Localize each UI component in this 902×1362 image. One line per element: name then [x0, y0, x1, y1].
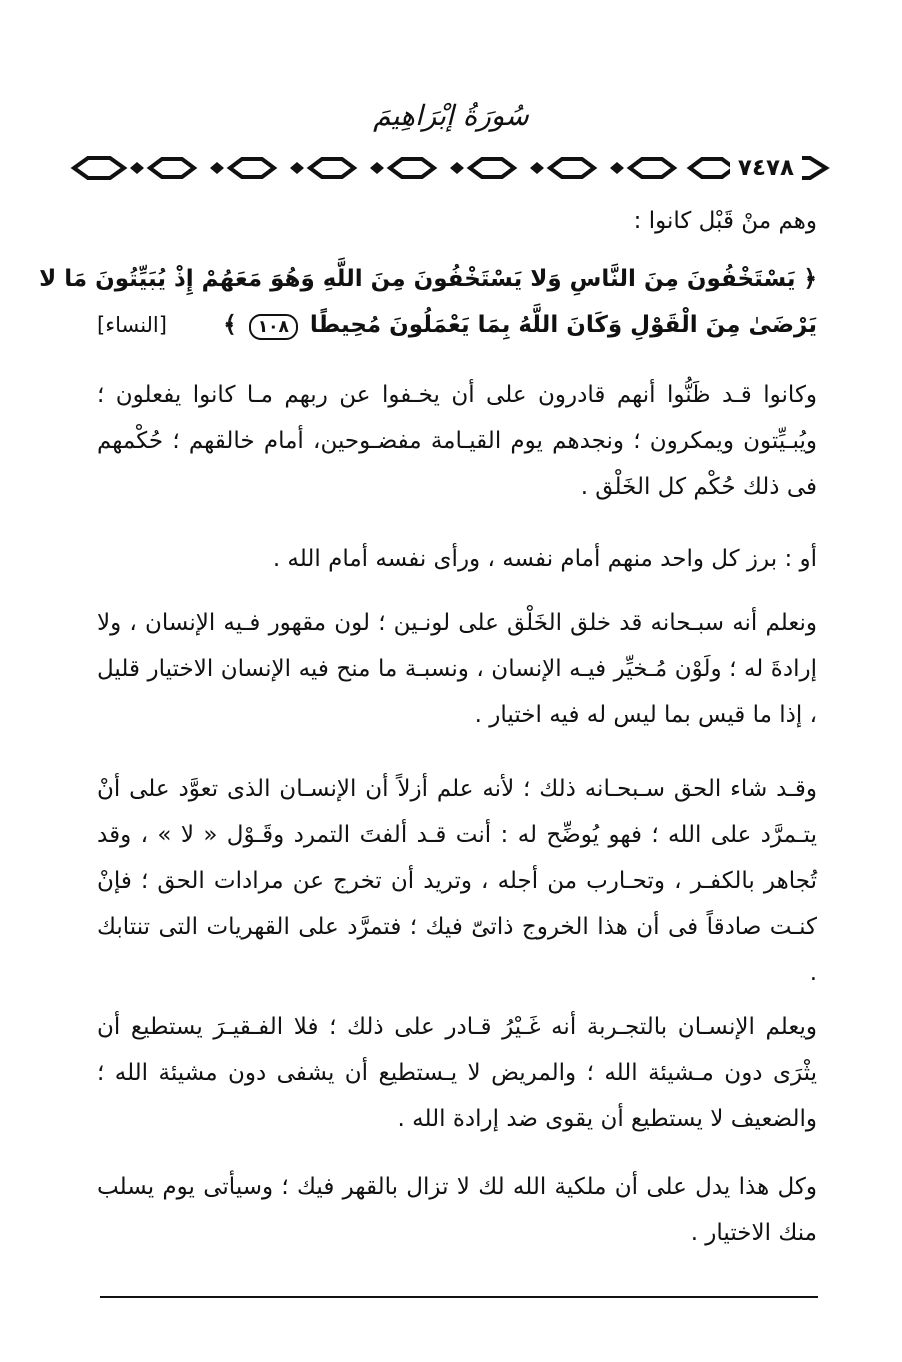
verse-number-badge: ١٠٨	[249, 314, 298, 340]
verse-line-1: ﴿ يَسْتَخْفُونَ مِنَ النَّاسِ وَلا يَسْتَخْفُونَ مِنَ اللَّهِ وَهُوَ مَعَهُمْ إِذْ يُبَيِّتُونَ مَا لا	[39, 266, 817, 292]
intro-line: وهم منْ قَبْل كانوا :	[633, 208, 817, 234]
paragraph-1: وكانوا قـد ظَنُّوا أنهم قادرون على أن يخـفوا عن ربهم مـا كانوا يفعلون ؛ ويُبـيِّتون ويمكرون ؛ ونجدهم يوم القيـامة مفضـوحين، أمام خالقهم ؛ حُكْمهم فى ذلك حُكْم كل الخَلْق .	[97, 382, 817, 500]
paragraph-2: أو : برز كل واحد منهم أمام نفسه ، ورأى نفسه أمام الله .	[272, 546, 817, 572]
paragraph-4: وقـد شاء الحق سـبحـانه ذلك ؛ لأنه علم أزلاً أن الإنسـان الذى تعوَّد على أنْ يتـمرَّد على الله ؛ فهو يُوضِّح له : أنت قـد ألفتَ التمرد وقَـوْل « لا » ، وقد تُجاهر بالكفـر ، وتحـارب من أجله ، وتريد أن تخرج عن مرادات الحق ؛ فإنْ كنـت صادقاً فى أن هذا الخروج ذاتىّ فيك ؛ فتمرَّد على القهريات التى تنتابك .	[97, 776, 817, 986]
quran-verse	[39, 256, 817, 348]
verse-line-2-content	[223, 302, 817, 348]
paragraph-3: ونعلم أنه سبـحانه قد خلق الخَلْق على لونـين ؛ لون مقهور فـيه الإنسان ، ولا إرادةَ له ؛ ولَوْن مُـخيِّر فيـه الإنسان ، ونسبـة ما منح فيه الإنسان الاختيار قليل ، إذا ما قيس بما ليس له فيه اختيار .	[97, 610, 817, 728]
verse-line-2-text: يَرْضَىٰ مِنَ الْقَوْلِ وَكَانَ اللَّهُ بِمَا يَعْمَلُونَ مُحِيطًا	[309, 312, 817, 338]
surah-title: سُورَةُ إبْرَاهِيمَ	[373, 99, 529, 132]
paragraph-6: وكل هذا يدل على أن ملكية الله لك لا تزال بالقهر فيك ؛ وسيأتى يوم يسلب منك الاختيار .	[97, 1174, 817, 1246]
footer-rule	[100, 1296, 818, 1298]
page-number: ٧٤٧٨	[730, 150, 802, 186]
verse-line-2	[97, 302, 817, 348]
paragraph-5: ويعلم الإنسـان بالتجـربة أنه غَـيْرُ قـادر على ذلك ؛ فلا الفـقيـرَ يستطيع أن يثْرَى دون مـشيئة الله ؛ والمريض لا يـستطيع أن يشفى دون مشيئة الله ؛ والضعيف لا يستطيع أن يقوى ضد إرادة الله .	[97, 1014, 817, 1132]
surah-reference: [النساء]	[97, 313, 167, 337]
verse-close-bracket: ﴾	[223, 312, 237, 338]
header-ornament-border	[70, 150, 830, 186]
